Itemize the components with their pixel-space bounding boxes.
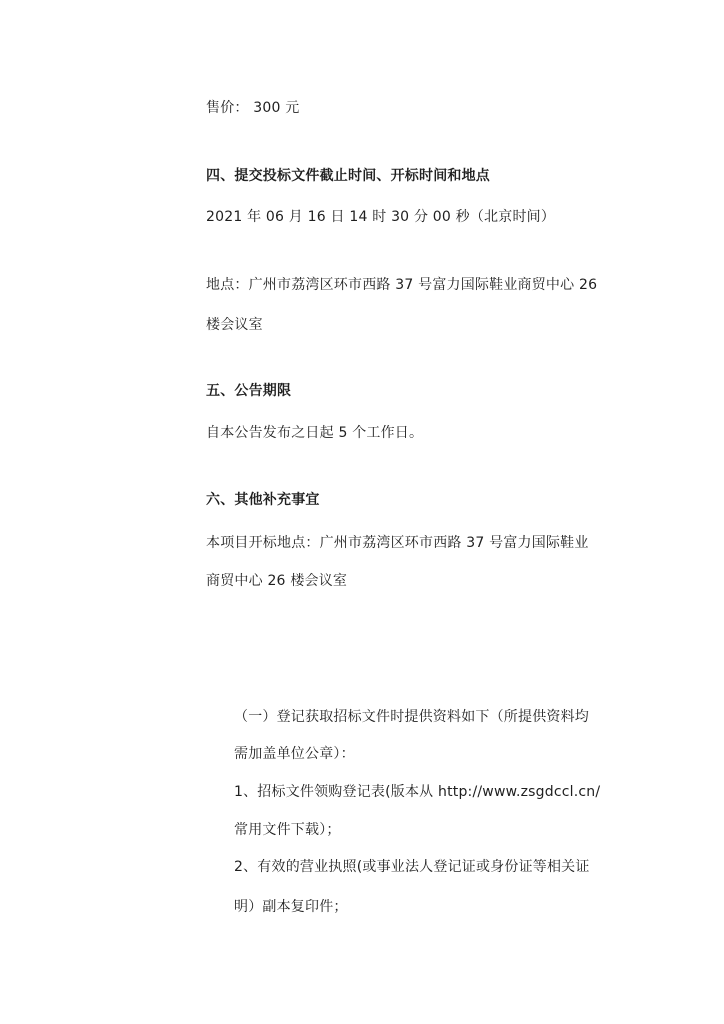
requirement-item-2-line-1: 2、有效的营业执照(或事业法人登记证或身份证等相关证 — [234, 859, 590, 875]
price-line: 售价： 300 元 — [206, 100, 300, 116]
opening-location-line-2: 商贸中心 26 楼会议室 — [206, 573, 348, 589]
requirement-item-1-line-2: 常用文件下载）； — [234, 822, 341, 838]
requirement-item-2-line-2: 明）副本复印件； — [234, 899, 348, 915]
requirements-intro-line-2: 需加盖单位公章）： — [234, 746, 355, 762]
requirement-item-1-line-1: 1、招标文件领购登记表(版本从 http://www.zsgdccl.cn/ — [234, 784, 601, 800]
section-6-heading: 六、其他补充事宜 — [206, 492, 320, 508]
location-line-2: 楼会议室 — [206, 317, 263, 333]
section-5-heading: 五、公告期限 — [206, 383, 292, 399]
opening-location-line-1: 本项目开标地点：广州市荔湾区环市西路 37 号富力国际鞋业 — [206, 535, 589, 551]
deadline-datetime: 2021 年 06 月 16 日 14 时 30 分 00 秒（北京时间） — [206, 209, 556, 225]
section-4-heading: 四、提交投标文件截止时间、开标时间和地点 — [206, 168, 490, 184]
location-line-1: 地点：广州市荔湾区环市西路 37 号富力国际鞋业商贸中心 26 — [206, 277, 598, 293]
requirements-intro-line-1: （一）登记获取招标文件时提供资料如下（所提供资料均 — [234, 709, 589, 725]
announcement-period-text: 自本公告发布之日起 5 个工作日。 — [206, 425, 424, 441]
